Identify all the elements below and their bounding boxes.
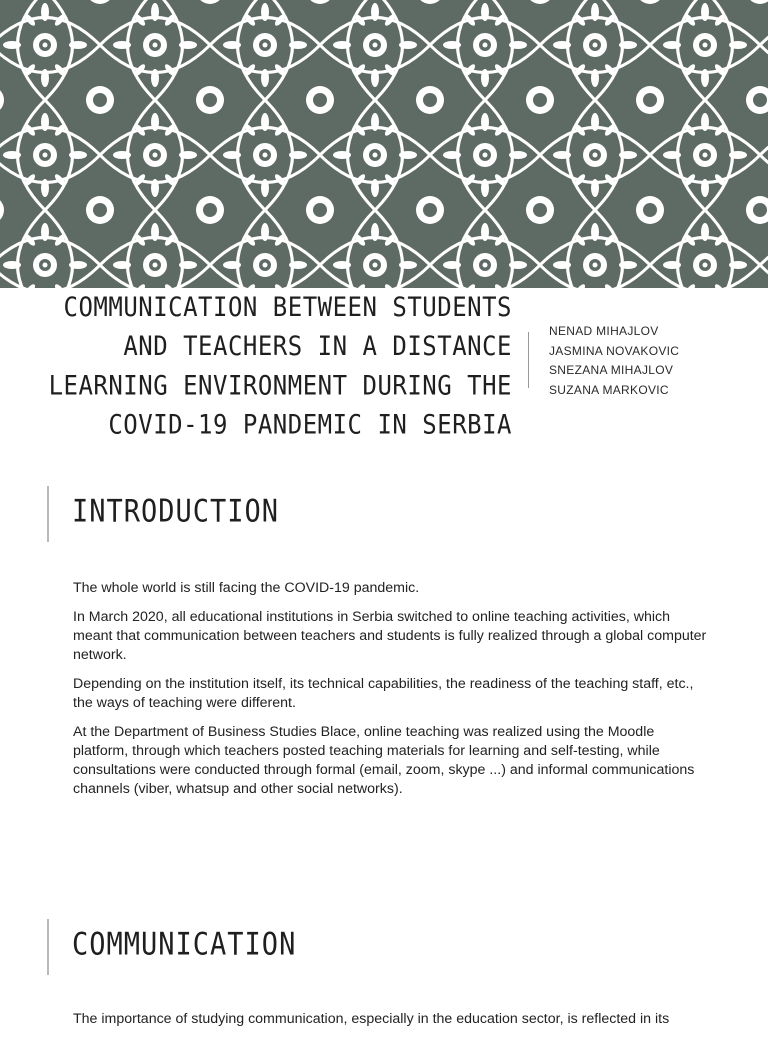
ornament-pattern-icon: [0, 0, 768, 288]
author-name: SNEZANA MIHAJLOV: [549, 363, 674, 377]
paragraph: Depending on the institution itself, its technical capabilities, the readiness of the teaching staff, etc., the ways of teaching were different.: [73, 676, 694, 711]
page-title: COMMUNICATION BETWEEN STUDENTS AND TEACHERS IN A DISTANCE LEARNING ENVIRONMENT DURING THE COVID-19 PANDEMIC IN SERBIA: [48, 291, 512, 441]
communication-body: [73, 1010, 713, 1039]
author-name: JASMINA NOVAKOVIC: [549, 343, 680, 358]
section-accent-bar: [47, 486, 49, 542]
author-list: [549, 322, 679, 400]
paragraph: In March 2020, all educational institutions in Serbia switched to online teaching activities, which meant that communication between teachers and students is fully realized through a global computer network.: [73, 609, 707, 663]
decorative-pattern-banner: [0, 0, 768, 288]
paragraph: At the Department of Business Studies Blace, online teaching was realized using the Moodle platform, through which teachers posted teaching materials for learning and self-testing, while consultations were conducted through formal (email, zoom, skype ...) and informal communications channels (viber, whatsup and other social networks).: [73, 724, 695, 797]
author-name: SUZANA MARKOVIC: [549, 382, 669, 397]
title-divider: [528, 332, 529, 388]
communication-heading: COMMUNICATION: [72, 927, 297, 963]
title-block: [40, 288, 512, 441]
section-accent-bar: [47, 919, 49, 975]
introduction-body: [73, 579, 713, 809]
author-name: NENAD MIHAJLOV: [549, 324, 659, 338]
paragraph: The importance of studying communication, especially in the education sector, is reflected in its: [73, 1011, 670, 1027]
introduction-heading: INTRODUCTION: [72, 494, 280, 530]
paragraph: The whole world is still facing the COVID-19 pandemic.: [73, 580, 420, 596]
